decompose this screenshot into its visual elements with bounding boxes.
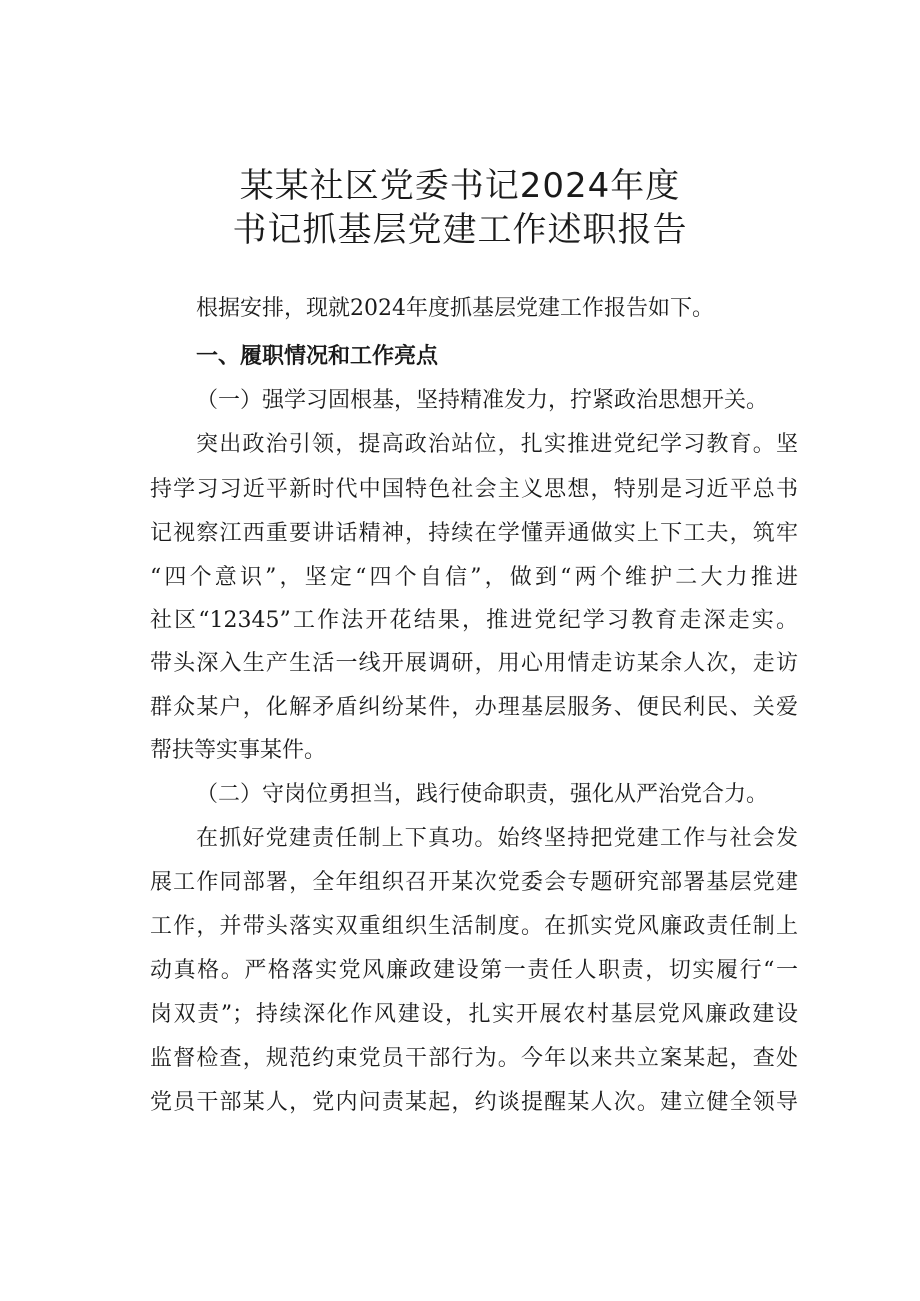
paragraph-2-line: 工作，并带头落实双重组织生活制度。在抓实党风廉政责任制上 — [150, 914, 798, 939]
paragraph-2-line: 动真格。严格落实党风廉政建设第一责任人职责，切实履行“一 — [150, 958, 798, 983]
paragraph-1-line: 帮扶等实事某件。 — [150, 738, 327, 763]
paragraph-2-line: 党员干部某人，党内问责某起，约谈提醒某人次。建立健全领导 — [150, 1090, 798, 1115]
paragraph-1-line: 持学习习近平新时代中国特色社会主义思想，特别是习近平总书 — [150, 477, 798, 502]
paragraph-2-line: 监督检查，规范约束党员干部行为。今年以来共立案某起，查处 — [150, 1046, 798, 1071]
paragraph-1-line: 带头深入生产生活一线开展调研，用心用情走访某余人次，走访 — [150, 651, 798, 676]
paragraph-2-line: 岗双责”；持续深化作风建设，扎实开展农村基层党风廉政建设 — [150, 1002, 798, 1027]
paragraph-1-line: 突出政治引领，提高政治站位，扎实推进党纪学习教育。坚 — [196, 432, 798, 457]
paragraph-1-line: 群众某户，化解矛盾纠纷某件，办理基层服务、便民利民、关爱 — [150, 695, 798, 720]
intro-paragraph: 根据安排，现就2024年度抓基层党建工作报告如下。 — [196, 296, 714, 321]
document-title-line-2: 书记抓基层党建工作述职报告 — [232, 210, 688, 250]
paragraph-1-line: 社区“12345”工作法开花结果，推进党纪学习教育走深走实。 — [150, 608, 798, 633]
paragraph-2-line: 在抓好党建责任制上下真功。始终坚持把党建工作与社会发 — [196, 826, 798, 851]
subsection-2-heading: （二）守岗位勇担当，践行使命职责，强化从严治党合力。 — [196, 782, 769, 807]
paragraph-2-line: 展工作同部署，全年组织召开某次党委会专题研究部署基层党建 — [150, 870, 798, 895]
paragraph-1-line: 记视察江西重要讲话精神，持续在学懂弄通做实上下工夫，筑牢 — [150, 521, 798, 546]
document-title-line-1: 某某社区党委书记2024年度 — [239, 166, 681, 206]
section-1-heading: 一、履职情况和工作亮点 — [196, 344, 439, 369]
paragraph-1-line: “四个意识”，坚定“四个自信”，做到“两个维护二大力推进 — [150, 565, 798, 590]
subsection-1-heading: （一）强学习固根基，坚持精准发力，拧紧政治思想开关。 — [196, 388, 769, 413]
